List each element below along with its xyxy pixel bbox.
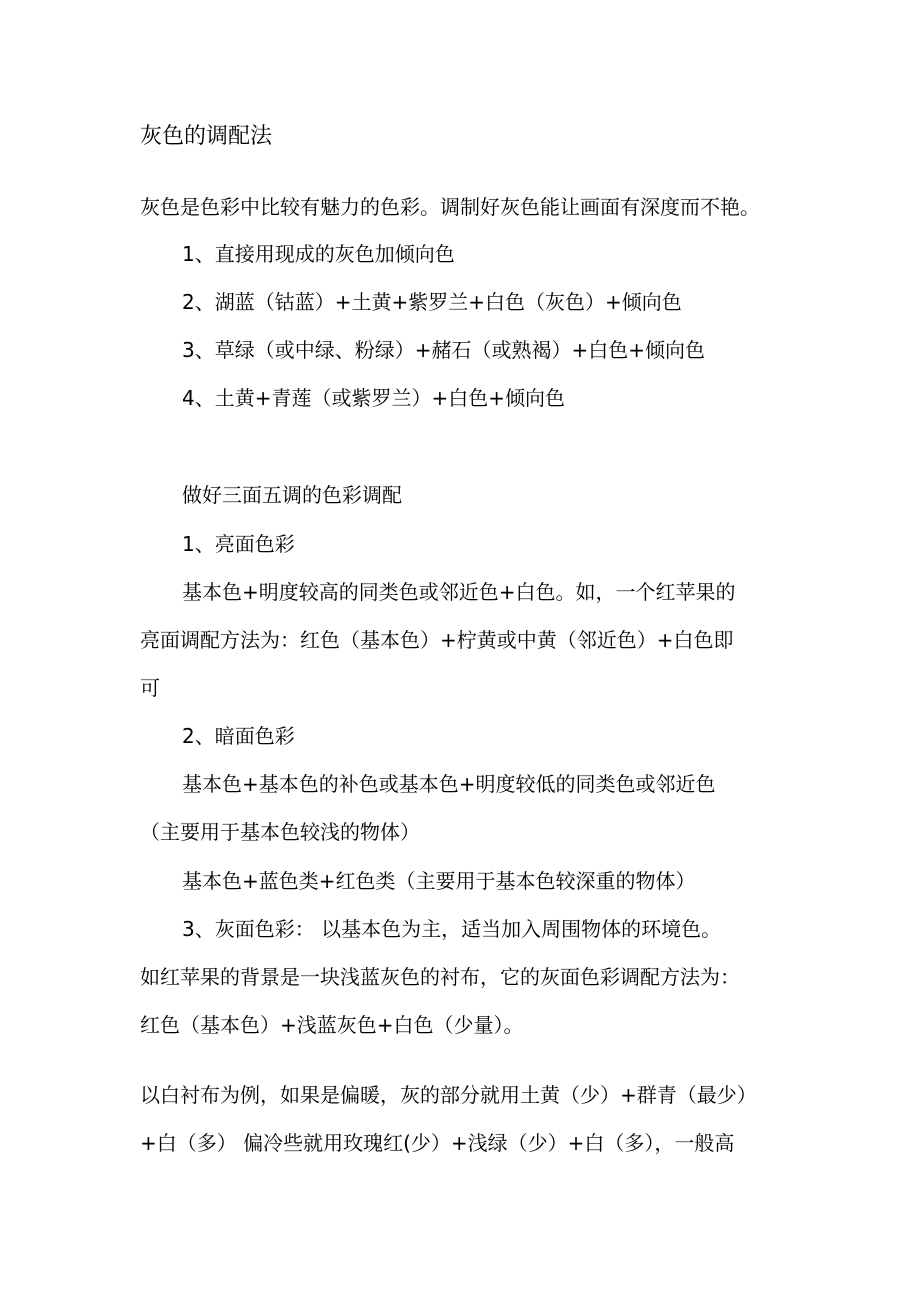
gray-method-4: 4、土黄+青莲（或紫罗兰）+白色+倾向色 [182, 386, 565, 410]
gray-method-3: 3、草绿（或中绿、粉绿）+赭石（或熟褐）+白色+倾向色 [182, 338, 705, 362]
section-heading: 做好三面五调的色彩调配 [182, 483, 402, 507]
dark-face-text: （主要用于基本色较浅的物体） [140, 820, 420, 844]
dark-face-text: 基本色+基本色的补色或基本色+明度较低的同类色或邻近色 [182, 772, 716, 796]
gray-face-text: 如红苹果的背景是一块浅蓝灰色的衬布，它的灰面色彩调配方法为： [140, 965, 740, 989]
gray-face-text: 红色（基本色）+浅蓝灰色+白色（少量）。 [140, 1013, 524, 1037]
dark-face-text: 基本色+蓝色类+红色类（主要用于基本色较深重的物体） [182, 869, 696, 893]
closing-paragraph: 以白衬布为例，如果是偏暖，灰的部分就用土黄（少）+群青（最少） [140, 1083, 757, 1107]
document-title: 灰色的调配法 [140, 124, 273, 149]
intro-paragraph: 灰色是色彩中比较有魅力的色彩。调制好灰色能让画面有深度而不艳。 [140, 195, 760, 219]
gray-method-1: 1、直接用现成的灰色加倾向色 [182, 242, 455, 266]
light-face-text: 可 [140, 676, 160, 700]
light-face-text: 亮面调配方法为：红色（基本色）+柠黄或中黄（邻近色）+白色即 [140, 628, 734, 652]
gray-method-2: 2、湖蓝（钴蓝）+土黄+紫罗兰+白色（灰色）+倾向色 [182, 290, 682, 314]
closing-paragraph: +白（多） 偏冷些就用玫瑰红(少）+浅绿（少）+白（多），一般高 [140, 1131, 735, 1155]
light-face-text: 基本色+明度较高的同类色或邻近色+白色。如，一个红苹果的 [182, 580, 736, 604]
gray-face-heading: 3、灰面色彩： 以基本色为主，适当加入周围物体的环境色。 [182, 917, 722, 941]
light-face-heading: 1、亮面色彩 [182, 532, 295, 556]
dark-face-heading: 2、暗面色彩 [182, 724, 295, 748]
